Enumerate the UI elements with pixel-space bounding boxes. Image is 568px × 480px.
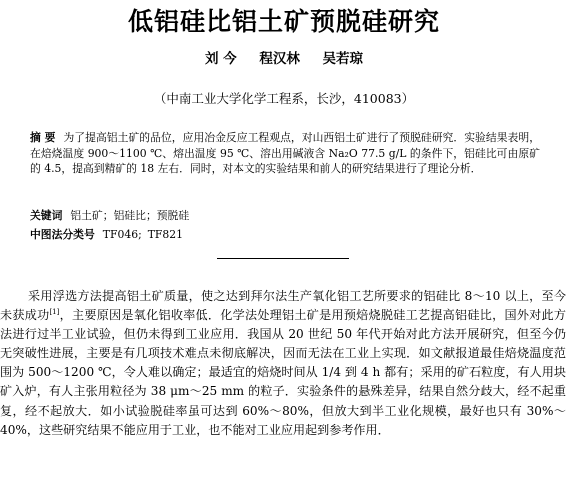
classification-label: 中图法分类号: [30, 228, 95, 241]
abstract-text: 为了提高铝土矿的品位，应用冶金反应工程观点，对山西铝土矿进行了预脱硅研究．实验结果表明，在焙烧温度 900～1100 ℃、熔出温度 95 ℃、溶出用碱液含 Na₂O 77.5 g/L 的条件下，铝硅比可由原矿的 4.5，提高到精矿的 18 左右．同时，对本文的实验结果和前人的研究结果进行了理论分析．: [30, 131, 541, 176]
body-text: [0, 287, 566, 440]
keywords-label: 关键词: [30, 209, 63, 222]
author-list: [0, 50, 568, 68]
body-text-part: 采用浮选方法提高铝土矿质量，使之达到拜尔法生产氧化铝工艺所要求的铝硅比 8～10 以上，至今未获成功: [0, 289, 566, 323]
abstract: [30, 130, 540, 177]
body-paragraph: [0, 287, 566, 440]
section-divider: [217, 258, 349, 259]
body-text-part: ，主要原因是氧化铝收率低．化学法处理铝土矿是用预焙烧脱硅工艺提高铝硅比，国外对此方法进行过半工业试验，但仍未得到工业应用．我国从 20 世纪 50 年代开始对此方法开展研究，但至今仍无突破性进展，主要是有几项技术难点未彻底解决，因而无法在工业上实现．如文献报道最佳焙烧温度范围为 500～1200 ℃，令人难以确定；最适宜的焙烧时间从 1/4 到 4 h 都有；采用的矿石粒度，有人用块矿入炉，有人主张用粒径为 38 μm～25 mm 的粒子．实验条件的悬殊差异，结果自然分歧大，经不起重复，经不起放大．如小试验脱硅率虽可达到 60%～80%，但放大到半工业化规模，最好也只有 30%～40%，这些研究结果不能应用于工业，也不能对工业应用起到参考作用．: [0, 308, 566, 437]
classification-code: TF821: [147, 228, 184, 241]
keywords-text: 铝土矿；铝硅比；预脱硅: [70, 209, 190, 222]
author-name: 吴若琼: [322, 51, 364, 67]
author-name: 刘 今: [204, 51, 237, 67]
affiliation: （中南工业大学化学工程系，长沙，410083）: [153, 91, 415, 106]
author-name: 程汉林: [259, 51, 300, 67]
classification-code: TF046;: [102, 228, 142, 241]
abstract-label: 摘 要: [30, 131, 56, 144]
paper-title: 低铝硅比铝土矿预脱硅研究: [127, 7, 440, 36]
citation-ref[interactable]: [1]: [49, 308, 60, 317]
classification: [30, 227, 540, 243]
keywords: [30, 208, 540, 224]
